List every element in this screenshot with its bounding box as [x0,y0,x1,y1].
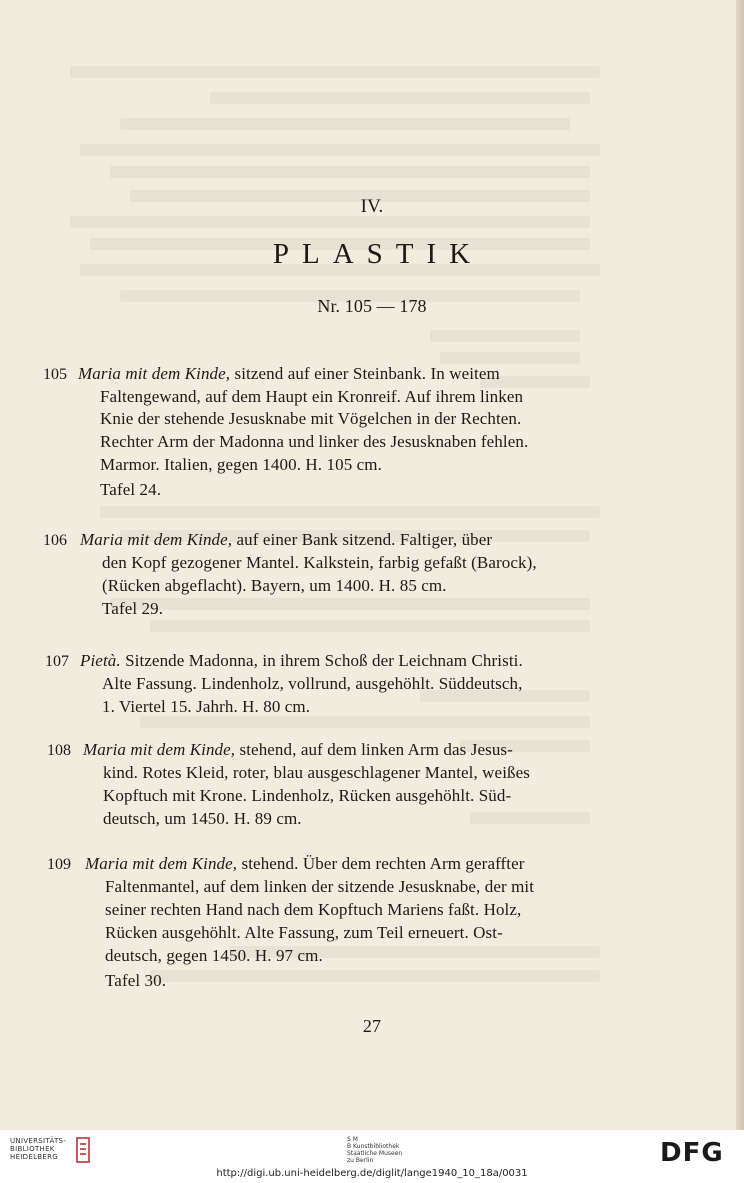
section-title: PLASTIK [272,238,484,270]
entry-line: Maria mit dem Kinde, stehend. Über dem rechten Arm geraffter [85,854,525,873]
entry-title: Maria mit dem Kinde, [80,530,233,549]
entry-title: Maria mit dem Kinde, [78,364,231,383]
entry-line: (Rücken abgeflacht). Bayern, um 1400. H. 85 cm. [102,576,447,595]
entry-number: 106 [43,532,67,549]
entry-line: Pietà. Sitzende Madonna, in ihrem Schoß der Leichnam Christi. [80,651,523,670]
entry-title: Maria mit dem Kinde, [85,854,238,873]
source-url-link[interactable]: http://digi.ub.uni-heidelberg.de/diglit/lange1940_10_18a/0031 [216,1168,528,1179]
entry-line: Tafel 30. [105,971,167,990]
dfg-logo: DFG [660,1138,724,1168]
entry-line: Tafel 29. [102,599,164,618]
section-range: Nr. 105 — 178 [317,296,427,316]
entry-line: Knie der stehende Jesusknabe mit Vögelchen in der Rechten. [100,409,522,428]
entry-line: Alte Fassung. Lindenholz, vollrund, ausgehöhlt. Süddeutsch, [102,674,523,693]
section-number: IV. [360,196,384,217]
library-seal-icon [75,1136,91,1164]
entry-line: Tafel 24. [100,480,162,499]
museum-stamp: S M B Kunstbibliothek Staatliche Museen zu Berlin [347,1136,403,1164]
entry-line: 1. Viertel 15. Jahrh. H. 80 cm. [102,697,311,716]
entry-line: den Kopf gezogener Mantel. Kalkstein, farbig gefaßt (Barock), [102,553,537,572]
entry-line: deutsch, gegen 1450. H. 97 cm. [105,946,323,965]
page-number: 27 [362,1016,382,1036]
entry-line: Kopftuch mit Krone. Lindenholz, Rücken ausgehöhlt. Süd- [103,786,512,805]
entry-line: kind. Rotes Kleid, roter, blau ausgeschlagener Mantel, weißes [103,763,530,782]
entry-number: 105 [43,366,67,383]
entry-line: Maria mit dem Kinde, stehend, auf dem linken Arm das Jesus- [83,740,513,759]
entry-line: Maria mit dem Kinde, sitzend auf einer Steinbank. In weitem [78,364,500,383]
university-library-label: UNIVERSITÄTS- BIBLIOTHEK HEIDELBERG [10,1137,67,1161]
entry-number: 107 [45,653,69,670]
page-edge [736,0,744,1130]
entry-line: Rücken ausgehöhlt. Alte Fassung, zum Teil erneuert. Ost- [105,923,503,942]
entry-line: seiner rechten Hand nach dem Kopftuch Mariens faßt. Holz, [105,900,522,919]
entry-number: 109 [47,856,71,873]
entry-line: Maria mit dem Kinde, auf einer Bank sitzend. Faltiger, über [80,530,493,549]
entry-number: 108 [47,742,71,759]
entry-title: Maria mit dem Kinde, [83,740,236,759]
entry-title: Pietà. [80,651,121,670]
entry-line: Rechter Arm der Madonna und linker des Jesusknaben fehlen. [100,432,529,451]
entry-line: Faltenmantel, auf dem linken der sitzende Jesusknabe, der mit [105,877,535,896]
entry-line: Marmor. Italien, gegen 1400. H. 105 cm. [100,455,382,474]
entry-line: deutsch, um 1450. H. 89 cm. [103,809,302,828]
entry-line: Faltengewand, auf dem Haupt ein Kronreif. Auf ihrem linken [100,387,524,406]
